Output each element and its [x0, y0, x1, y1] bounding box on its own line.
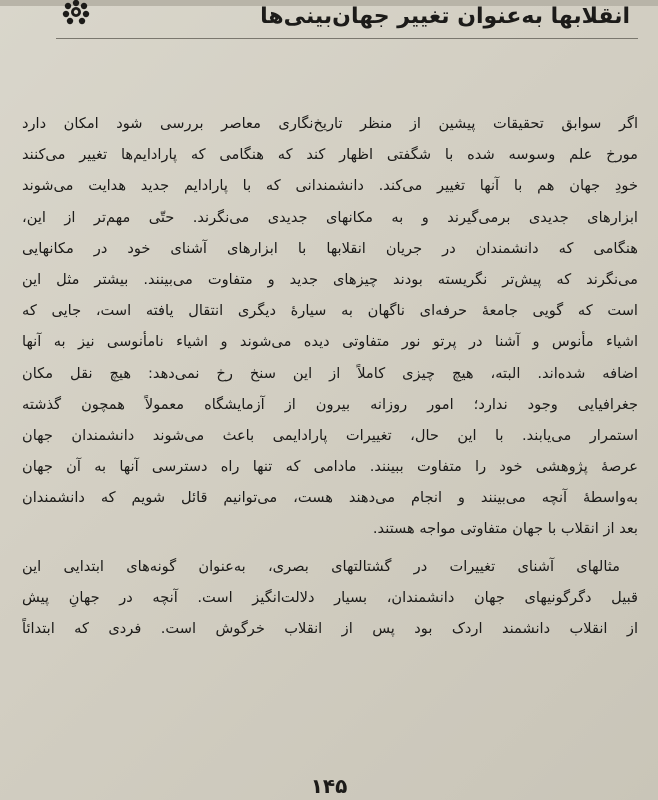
- text-line: هنگامی که دانشمندان در جریان انقلابها با ابزارهای آشنای خود در مکانهایی: [22, 239, 638, 257]
- text-line: از انقلاب دانشمند اردک بود پس از انقلاب خرگوش است. فردی که ابتدائاً: [22, 620, 638, 637]
- text-line: ابزارهای جدیدی برمی‌گیرند و به مکانهای جدیدی می‌نگرند. حتّی مهم‌تر از این،: [22, 208, 638, 226]
- text-line: عرصهٔ پژوهشی خود را متفاوت ببینند. مادامی که تنها راه دسترسی آنها به آن جهان: [22, 458, 638, 476]
- chapter-title: انقلابها به‌عنوان تغییر جهان‌بینی‌ها: [260, 4, 630, 29]
- text-line: اشیاء مأنوس و آشنا در پرتو نور متفاوتی دیده می‌شوند و اشیاء نامأنوسی نیز به آنها: [22, 333, 638, 351]
- text-line: مثالهای آشنای تغییرات در گشتالتهای بصری، به‌عنوان گونه‌های ابتدایی این: [22, 557, 620, 575]
- text-line: می‌نگرند که پیش‌تر نگریسته بودند چیزهای جدید و متفاوت می‌بینند. بیشتر مثل این: [22, 270, 638, 288]
- text-line: اضافه شده‌اند. البته، هیچ چیزی کاملاً از این سنخ رخ نمی‌دهد: هیچ نقل مکان: [22, 364, 638, 382]
- text-line: بعد از انقلاب با جهان متفاوتی مواجه هستند.: [372, 520, 638, 538]
- text-line: قبیل دگرگونیهای جهان دانشمندان، بسیار دلالت‌انگیز است. آنچه در جهانِ پیش: [22, 588, 638, 606]
- header-divider: [56, 38, 638, 39]
- paragraph: [22, 108, 638, 545]
- paragraph: [22, 551, 638, 645]
- body-text: [22, 108, 638, 650]
- text-line: استمرار می‌یابند. با این حال، تغییرات پارادایمی باعث می‌شوند دانشمندان جهان: [22, 426, 638, 444]
- text-line: خودِ جهان هم با آنها تغییر می‌کند. دانشمندانی که با پارادایم جدید هدایت می‌شوند: [22, 177, 638, 195]
- text-line: اگر سوابق تحقیقات پیشین از منظر تاریخ‌نگاری معاصر بررسی شود امکان دارد: [22, 115, 638, 132]
- text-line: به‌واسطهٔ آنچه می‌بینند و انجام می‌دهند هست، می‌توانیم قائل شویم که دانشمندان: [22, 489, 638, 507]
- page-number: ۱۴۵: [310, 774, 348, 798]
- text-line: جغرافیایی وجود ندارد؛ امور روزانه بیرون از آزمایشگاه معمولاً همچون گذشته: [22, 395, 638, 413]
- flower-ornament-icon: [56, 0, 96, 32]
- text-line: مورخ علم وسوسه شده با شگفتی اظهار کند که هنگامی که پارادایم‌ها تغییر می‌کنند: [22, 146, 638, 164]
- text-line: است که گویی جامعهٔ حرفه‌ای ناگهان به سیارهٔ دیگری انتقال یافته است، جایی که: [22, 302, 638, 320]
